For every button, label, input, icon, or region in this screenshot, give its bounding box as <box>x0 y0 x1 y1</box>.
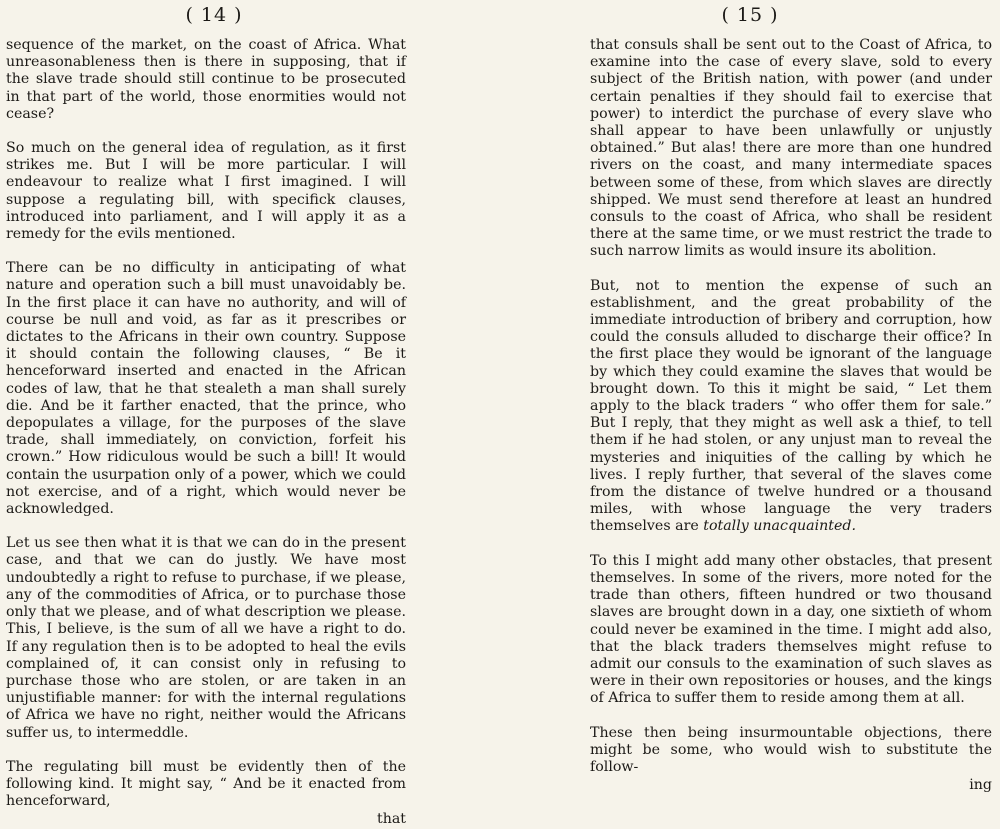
paragraph: So much on the general idea of regulation, as it first strikes me. But I will be more particular. I will endeavour to realize what I first imagined. I will suppose a regulating bill, with specifick clauses, introduced into parliament, and I will apply it as a remedy for the evils mentioned. <box>6 140 406 243</box>
left-text-column <box>6 37 406 829</box>
paragraph: To this I might add many other obstacles, that present themselves. In some of the rivers, more noted for the trade than others, fifteen hundred or two thousand slaves are brought down in a day, one sixtieth of whom could never be examined in the time. I might add also, that the black traders themselves might refuse to admit our consuls to the examination of such slaves as were in their own repositories or houses, and the kings of Africa to suffer them to reside among them at all. <box>590 552 992 707</box>
paragraph <box>590 278 992 536</box>
page-number-right: ( 15 ) <box>721 4 779 26</box>
left-page <box>0 0 500 828</box>
paragraph: sequence of the market, on the coast of Africa. What unreasonableness then is there in supposing, that if the slave trade should still continue to be prosecuted in that part of the world, those enormities would not cease? <box>6 37 406 122</box>
italic-phrase: totally unacquainted. <box>703 518 856 535</box>
paragraph: that consuls shall be sent out to the Coast of Africa, to examine into the case of every slave, sold to every subject of the British nation, with power (and under certain penalties if they should fail to exercise that power) to interdict the purchase of every slave who shall appear to have been unlawfully or unjustly obtained.” But alas! there are more than one hundred rivers on the coast, and many intermediate spaces between some of these, from which slaves are directly shipped. We must send therefore at least an hundred consuls to the coast of Africa, who shall be resident there at the same time, or we must restrict the trade to such narrow limits as would insure its abolition. <box>590 37 992 260</box>
catchword-left: that <box>377 811 406 828</box>
right-text-column <box>590 37 992 794</box>
paragraph-text: But, not to mention the expense of such an establishment, and the great probability of the immediate introduction of bribery and corruption, how could the consuls alluded to discharge their office? In the first place they would be ignorant of the language by which they could examine the slaves that would be brought down. To this it might be said, “ Let them apply to the black traders “ who offer them for sale.” But I reply, that they might as well ask a thief, to tell them if he had stolen, or any unjust man to reveal the mysteries and iniquities of the calling by which he lives. I reply further, that several of the slaves come from the distance of twelve hundred or a thousand miles, with whose language the very traders themselves are <box>590 277 992 535</box>
page-number-left: ( 14 ) <box>185 4 243 26</box>
paragraph: These then being insurmountable objections, there might be some, who would wish to substitute the follow- <box>590 724 992 775</box>
paragraph: Let us see then what it is that we can do in the present case, and that we can do justly. We have most undoubtedly a right to refuse to purchase, if we please, any of the commodities of Africa, or to purchase those only that we please, and of what description we please. This, I believe, is the sum of all we have a right to do. If any regulation then is to be adopted to heal the evils complained of, it can consist only in refusing to purchase those who are stolen, or are taken in an unjustifiable manner: for with the internal regulations of Africa we have no right, neither would the Africans suffer us, to intermeddle. <box>6 535 406 741</box>
catchword-right: ing <box>969 777 992 794</box>
right-page <box>500 0 1000 794</box>
paragraph: There can be no difficulty in anticipating of what nature and operation such a bill must unavoidably be. In the first place it can have no authority, and will of course be null and void, as far as it prescribes or dictates to the Africans in their own country. Suppose it should contain the following clauses, “ Be it henceforward inserted and enacted in the African codes of law, that he that stealeth a man shall surely die. And be it farther enacted, that the prince, who depopulates a village, for the purposes of the slave trade, shall immediately, on conviction, forfeit his crown.” How ridiculous would be such a bill! It would contain the usurpation only of a power, which we could not exercise, and of a right, which would never be acknowledged. <box>6 260 406 518</box>
paragraph: The regulating bill must be evidently then of the following kind. It might say, “ And be it enacted from henceforward, <box>6 758 406 810</box>
